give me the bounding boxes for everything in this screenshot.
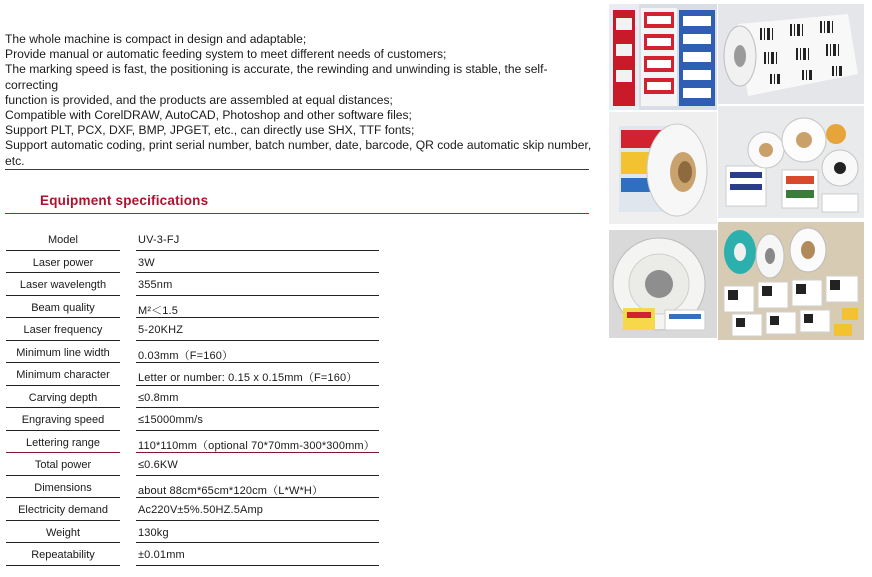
spec-value: 5-20KHZ <box>138 324 184 336</box>
barcode-label-roll-photo <box>718 4 864 104</box>
spec-label: Lettering range <box>26 436 100 449</box>
assorted-label-rolls-photo <box>718 106 864 218</box>
feature-line: etc. <box>5 153 25 168</box>
feature-list <box>5 32 595 169</box>
section-divider <box>5 169 589 170</box>
spec-value: M²＜1.5 <box>138 304 179 317</box>
spec-value: ≤0.8mm <box>138 391 179 404</box>
spec-value: 110*110mm（optional 70*70mm-300*300mm） <box>138 439 375 452</box>
spec-label: Weight <box>45 526 81 539</box>
spec-value: 0.03mm（F=160） <box>138 349 234 362</box>
spec-value: Letter or number: 0.15 x 0.15mm（F=160） <box>138 372 358 384</box>
spec-label: Dimensions <box>34 481 92 494</box>
spec-label: Laser wavelength <box>19 279 107 291</box>
spec-label: Minimum line width <box>16 346 110 359</box>
spec-label: Repeatability <box>31 549 95 561</box>
spec-value: ≤15000mm/s <box>138 414 204 426</box>
spec-label: Electricity demand <box>18 504 108 516</box>
spec-label: Laser frequency <box>23 324 103 336</box>
feature-line: Compatible with CorelDRAW, AutoCAD, Photoshop and other software files; <box>5 108 412 123</box>
feature-line: The marking speed is fast, the positioning is accurate, the rewinding and unwinding is stable, the self-correcting <box>5 62 548 92</box>
spec-label: Engraving speed <box>21 414 105 426</box>
spec-label: Minimum character <box>16 369 110 381</box>
spec-value: 355nm <box>138 279 173 291</box>
spec-value: 130kg <box>138 526 169 539</box>
feature-line: Support PLT, PCX, DXF, BMP, JPGET, etc., can directly use SHX, TTF fonts; <box>5 123 415 138</box>
feature-line: Provide manual or automatic feeding system to meet different needs of customers; <box>5 47 447 62</box>
title-underline <box>5 213 589 214</box>
qr-code-labels-photo <box>718 222 864 340</box>
spec-value: 3W <box>138 256 155 269</box>
printed-film-roll-photo <box>609 112 717 224</box>
spec-label: Total power <box>34 459 92 471</box>
spec-label: Model <box>48 234 78 246</box>
wide-label-roll-photo <box>609 230 717 338</box>
spec-label: Laser power <box>32 256 94 269</box>
feature-line: Support automatic coding, print serial number, batch number, date, barcode, QR code automatic skip number, <box>5 138 592 153</box>
label-rolls-stacked-photo <box>609 4 717 110</box>
spec-label: Carving depth <box>28 391 98 404</box>
spec-value: ±0.01mm <box>138 549 185 561</box>
spec-value: Ac220V±5%.50HZ.5Amp <box>138 504 264 516</box>
spec-value: ≤0.6KW <box>138 459 178 471</box>
feature-line: function is provided, and the products are assembled at equal distances; <box>5 92 393 107</box>
spec-value: about 88cm*65cm*120cm（L*W*H） <box>138 484 324 497</box>
spec-value: UV-3-FJ <box>138 234 180 246</box>
feature-line: The whole machine is compact in design and adaptable; <box>5 32 307 46</box>
spec-label: Beam quality <box>31 301 95 314</box>
section-title: Equipment specifications <box>40 193 209 208</box>
